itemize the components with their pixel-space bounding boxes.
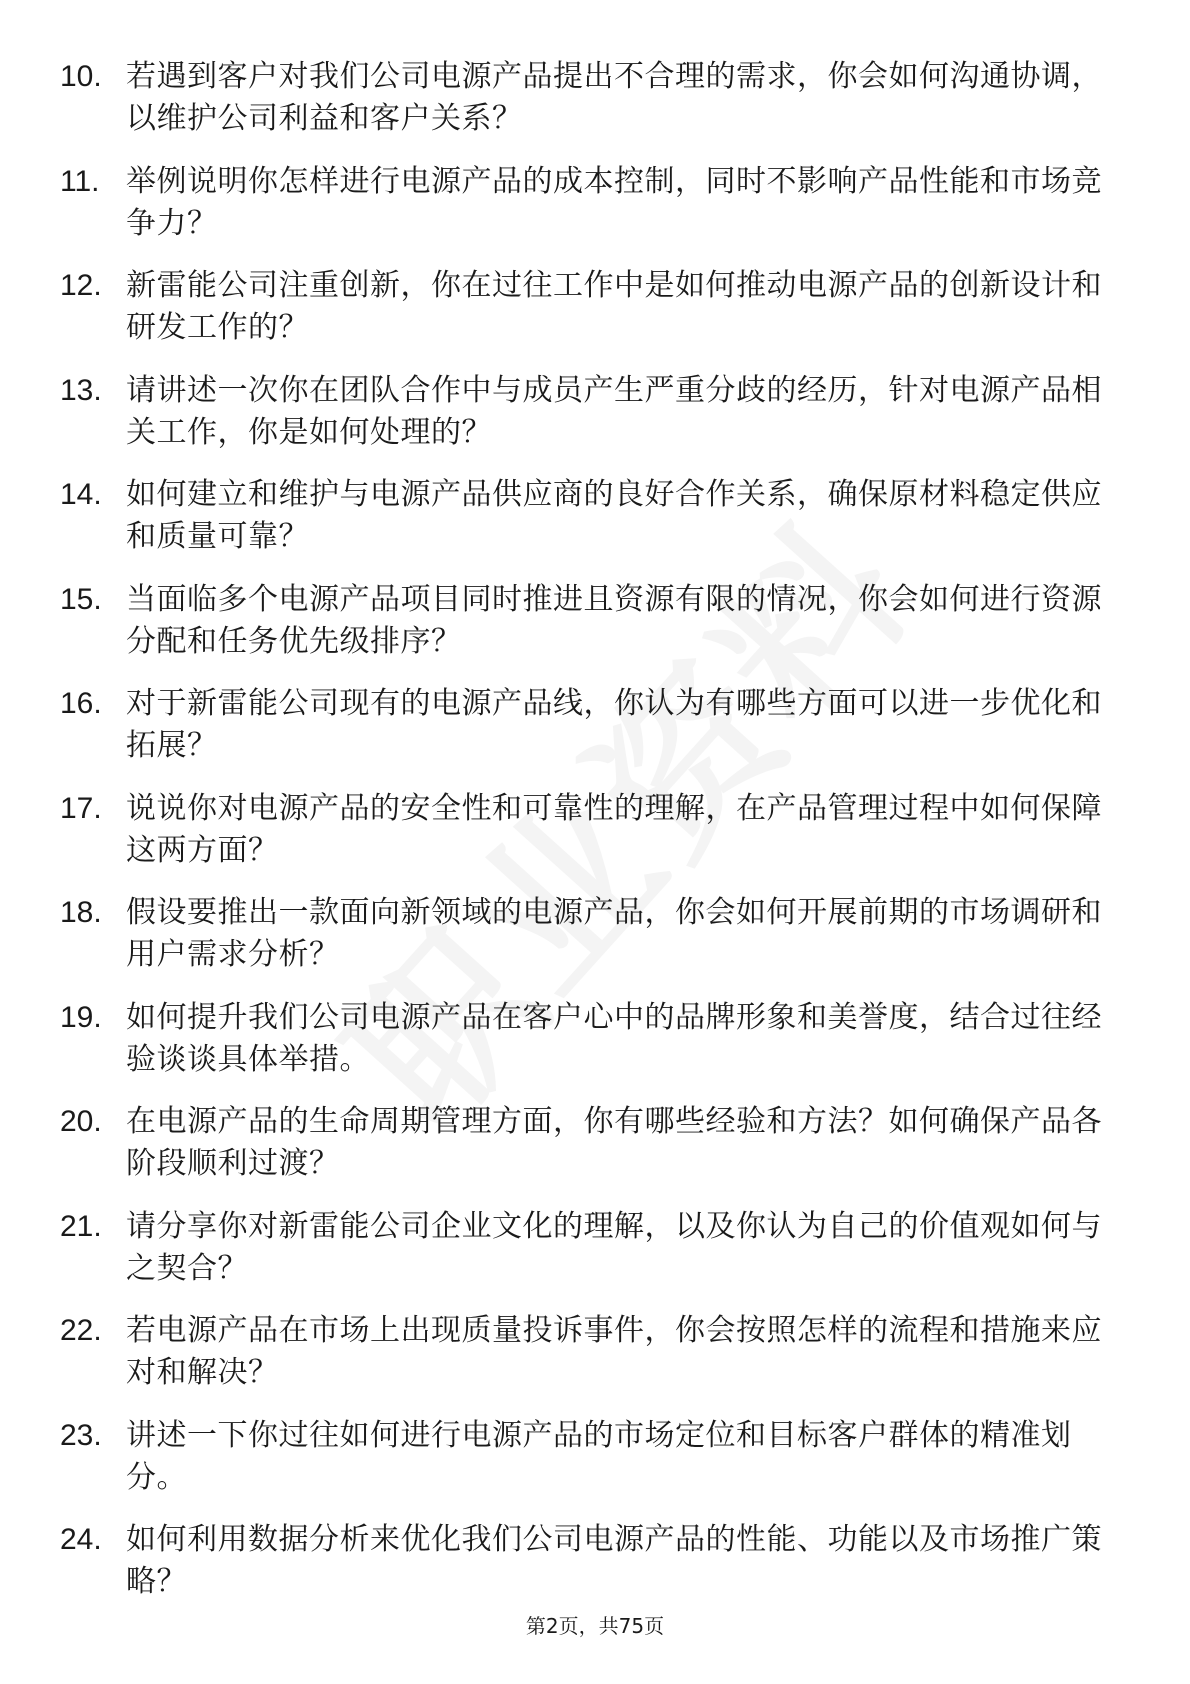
list-item: [60, 683, 1120, 788]
question-number: 22.: [60, 1314, 102, 1347]
question-text: 若电源产品在市场上出现质量投诉事件，你会按照怎样的流程和措施来应对和解决？: [126, 1313, 1102, 1390]
question-number: 16.: [60, 687, 102, 720]
list-item: [60, 1101, 1120, 1206]
list-item: [60, 892, 1120, 997]
question-list: [60, 56, 1120, 1624]
question-number: 11.: [60, 164, 100, 198]
question-text: 对于新雷能公司现有的电源产品线，你认为有哪些方面可以进一步优化和拓展？: [126, 686, 1102, 763]
question-number: 20.: [60, 1105, 102, 1138]
question-number: 24.: [60, 1523, 102, 1556]
question-text: 讲述一下你过往如何进行电源产品的市场定位和目标客户群体的精准划分。: [126, 1417, 1072, 1495]
question-text: 举例说明你怎样进行电源产品的成本控制，同时不影响产品性能和市场竞争力？: [126, 163, 1102, 241]
question-number: 23.: [60, 1418, 102, 1452]
question-number: 21.: [60, 1209, 102, 1243]
question-number: 13.: [60, 373, 102, 407]
list-item: [60, 997, 1120, 1102]
question-text: 如何建立和维护与电源产品供应商的良好合作关系，确保原材料稳定供应和质量可靠？: [126, 477, 1102, 554]
list-item: [60, 1206, 1120, 1311]
question-number: 12.: [60, 269, 102, 302]
list-item: [60, 474, 1120, 579]
question-text: 假设要推出一款面向新领域的电源产品，你会如何开展前期的市场调研和用户需求分析？: [126, 895, 1102, 972]
list-item: [60, 265, 1120, 370]
question-number: 15.: [60, 582, 102, 616]
question-text: 如何提升我们公司电源产品在客户心中的品牌形象和美誉度，结合过往经验谈谈具体举措。: [126, 999, 1102, 1077]
question-text: 请分享你对新雷能公司企业文化的理解，以及你认为自己的价值观如何与之契合？: [126, 1208, 1102, 1286]
list-item: [60, 1310, 1120, 1415]
list-item: [60, 788, 1120, 893]
question-number: 18.: [60, 896, 102, 929]
question-text: 请讲述一次你在团队合作中与成员产生严重分歧的经历，针对电源产品相关工作，你是如何处理的？: [126, 372, 1102, 450]
question-text: 若遇到客户对我们公司电源产品提出不合理的需求，你会如何沟通协调，以维护公司利益和客户关系？: [126, 59, 1102, 136]
question-text: 新雷能公司注重创新，你在过往工作中是如何推动电源产品的创新设计和研发工作的？: [126, 268, 1102, 345]
list-item: [60, 56, 1120, 161]
question-text: 如何利用数据分析来优化我们公司电源产品的性能、功能以及市场推广策略？: [126, 1522, 1102, 1599]
list-item: [60, 1519, 1120, 1624]
list-item: [60, 1415, 1120, 1520]
question-text: 当面临多个电源产品项目同时推进且资源有限的情况，你会如何进行资源分配和任务优先级排序？: [126, 581, 1102, 659]
question-number: 19.: [60, 1000, 102, 1034]
question-number: 17.: [60, 791, 102, 825]
list-item: [60, 579, 1120, 684]
question-number: 14.: [60, 478, 102, 511]
question-number: 10.: [60, 60, 102, 93]
list-item: [60, 370, 1120, 475]
question-text: 在电源产品的生命周期管理方面，你有哪些经验和方法？如何确保产品各阶段顺利过渡？: [126, 1104, 1102, 1181]
list-item: [60, 161, 1120, 266]
page-number: 第2页，共75页: [525, 1614, 665, 1638]
question-text: 说说你对电源产品的安全性和可靠性的理解，在产品管理过程中如何保障这两方面？: [126, 790, 1102, 868]
